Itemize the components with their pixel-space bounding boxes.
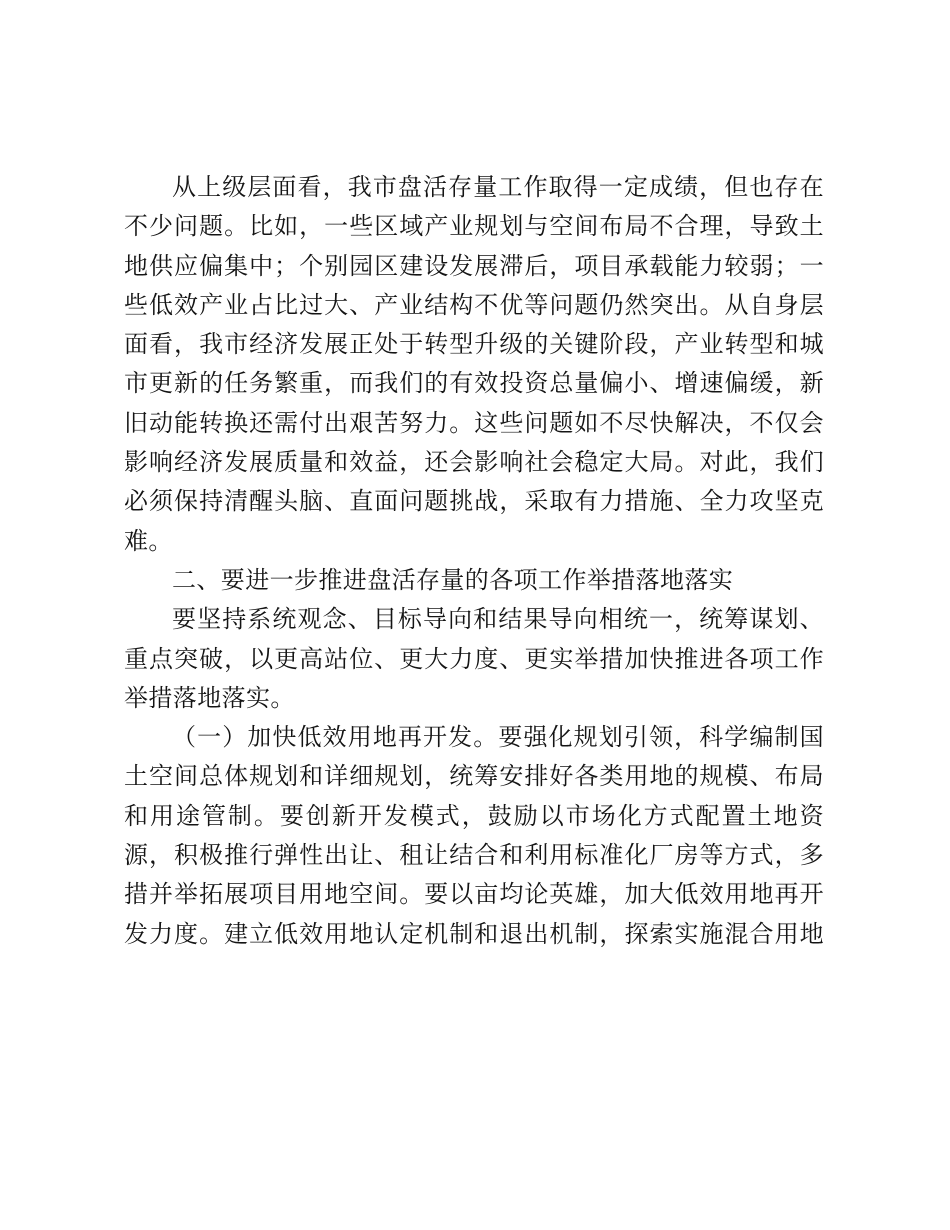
text-line: 不少问题。比如，一些区域产业规划与空间布局不合理，导致土: [124, 212, 824, 241]
text-line: 难。: [124, 526, 173, 555]
section-heading: [124, 561, 824, 600]
text-line: 土空间总体规划和详细规划，统筹安排好各类用地的规模、布局: [124, 762, 824, 791]
paragraph-overview: [124, 600, 824, 718]
text-line: 从上级层面看，我市盘活存量工作取得一定成绩，但也存在: [172, 173, 824, 201]
text-line: 旧动能转换还需付出艰苦努力。这些问题如不尽快解决，不仅会: [124, 408, 824, 437]
text-line: （一）加快低效用地再开发。要强化规划引领，科学编制国: [172, 723, 824, 752]
heading-line: 二、要进一步推进盘活存量的各项工作举措落地落实: [172, 565, 734, 594]
text-line: 发力度。建立低效用地认定机制和退出机制，探索实施混合用地: [124, 919, 824, 948]
text-line: 措并举拓展项目用地空间。要以亩均论英雄，加大低效用地再开: [124, 880, 824, 909]
text-line: 源，积极推行弹性出让、租让结合和利用标准化厂房等方式，多: [124, 841, 824, 870]
text-line: 必须保持清醒头脑、直面问题挑战，采取有力措施、全力攻坚克: [124, 487, 824, 516]
paragraph-problems: [124, 168, 824, 561]
text-line: 举措落地落实。: [124, 683, 295, 712]
body-text: [124, 168, 824, 954]
text-line: 地供应偏集中；个别园区建设发展滞后，项目承载能力较弱；一: [124, 251, 824, 280]
text-line: 影响经济发展质量和效益，还会影响社会稳定大局。对此，我们: [124, 448, 824, 477]
paragraph-land-redevelopment: [124, 718, 824, 954]
text-line: 和用途管制。要创新开发模式，鼓励以市场化方式配置土地资: [124, 801, 824, 830]
text-line: 重点突破，以更高站位、更大力度、更实举措加快推进各项工作: [124, 644, 824, 673]
text-line: 市更新的任务繁重，而我们的有效投资总量偏小、增速偏缓，新: [124, 369, 824, 398]
text-line: 些低效产业占比过大、产业结构不优等问题仍然突出。从自身层: [124, 290, 824, 319]
text-line: 要坚持系统观念、目标导向和结果导向相统一，统筹谋划、: [172, 605, 824, 634]
text-line: 面看，我市经济发展正处于转型升级的关键阶段，产业转型和城: [124, 330, 824, 359]
